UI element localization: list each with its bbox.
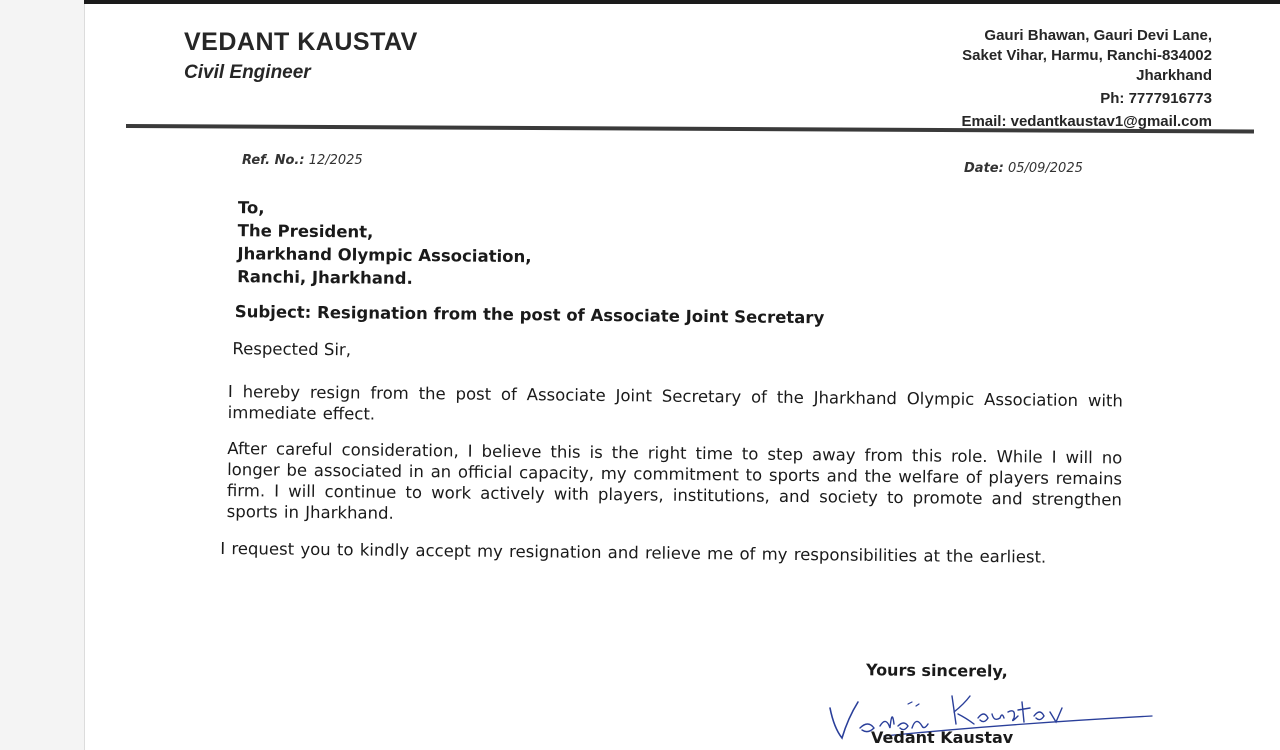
reference-number: [242, 153, 363, 168]
closing-phrase: Yours sincerely,: [865, 660, 1008, 681]
paragraph-2: After careful consideration, I believe this is the right time to step away from this role. While I will no longer be associated in an official capacity, my commitment to sports and the welfare of players remains firm. I will continue to work actively with players, institutions, and society to promote and strengthen sports in Jharkhand.: [226, 439, 1123, 523]
phone-line: [961, 89, 1212, 109]
date-label: Date:: [964, 161, 1004, 176]
address-line-2: Saket Vihar, Harmu, Ranchi-834002: [962, 47, 1212, 64]
subject-line: Subject: Resignation from the post of Associate Joint Secretary: [234, 302, 825, 328]
address-line-1: Gauri Bhawan, Gauri Devi Lane,: [984, 27, 1212, 44]
letter-body: [220, 196, 1124, 568]
phone-number: 7777916773: [1128, 90, 1212, 107]
paragraph-1: I hereby resign from the post of Associate Joint Secretary of the Jharkhand Olympic Association with immediate effect.: [227, 382, 1124, 424]
recipient-organization: Jharkhand Olympic Association,: [237, 244, 532, 267]
recipient-title: The President,: [237, 221, 374, 242]
recipient-location: Ranchi, Jharkhand.: [237, 267, 413, 288]
paragraph-3: I request you to kindly accept my resignation and relieve me of my responsibilities at the earliest.: [220, 538, 1047, 567]
ref-value: 12/2025: [308, 153, 363, 168]
date-value: 05/09/2025: [1007, 161, 1083, 176]
sender-profession: Civil Engineer: [184, 62, 311, 83]
sender-address: [961, 26, 1212, 132]
recipient-block: [237, 196, 1124, 297]
salutation: Respected Sir,: [232, 339, 352, 360]
recipient-to: To,: [237, 198, 265, 218]
letter-page: [84, 4, 1280, 750]
ref-label: Ref. No.:: [242, 153, 305, 168]
email-address: vedantkaustav1@gmail.com: [1010, 113, 1212, 130]
sender-name: VEDANT KAUSTAV: [184, 28, 418, 56]
email-label: Email:: [961, 113, 1007, 130]
phone-label: Ph:: [1100, 90, 1125, 107]
address-line-3: Jharkhand: [1136, 67, 1212, 84]
letter-date: [964, 161, 1083, 176]
signer-name: Vedant Kaustav: [871, 728, 1014, 747]
scan-margin: [0, 0, 85, 750]
